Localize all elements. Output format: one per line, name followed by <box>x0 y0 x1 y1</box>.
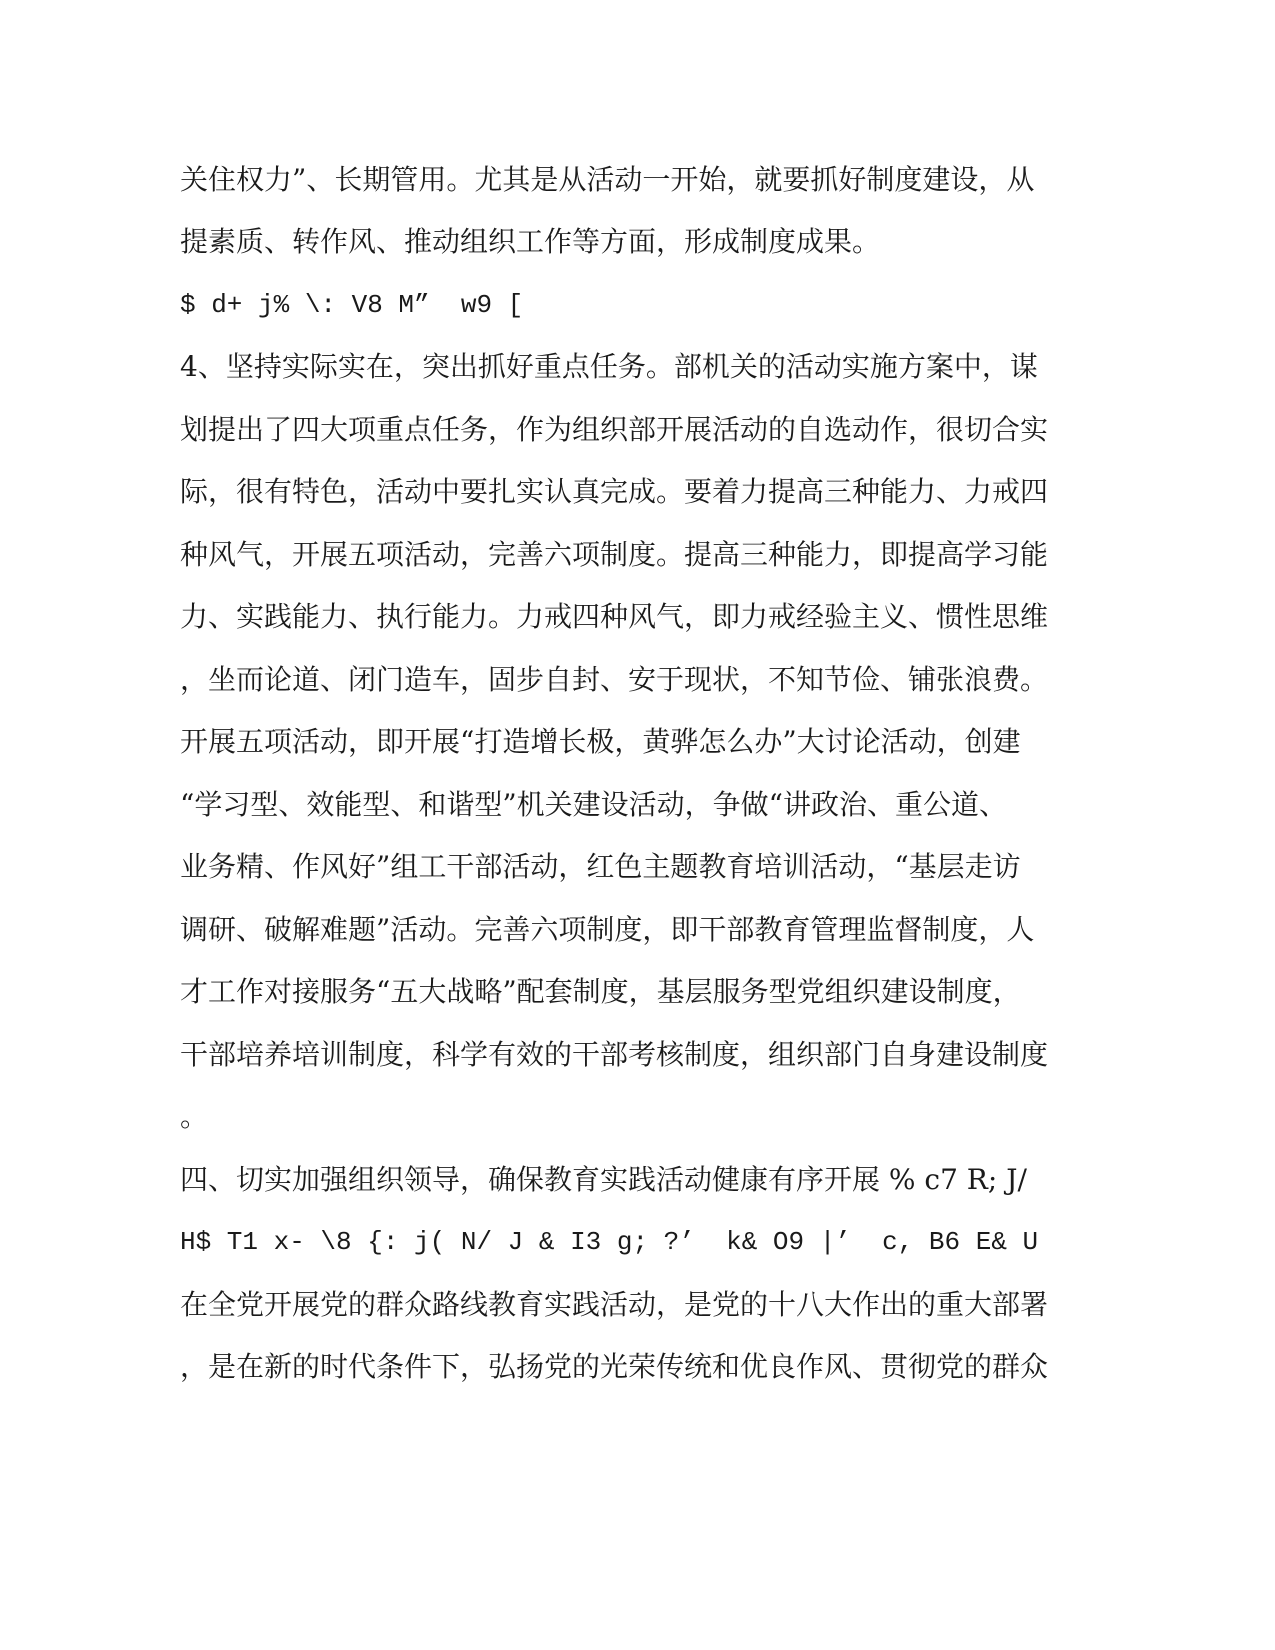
text-line: 力、实践能力、执行能力。力戒四种风气，即力戒经验主义、惯性思维 <box>180 600 1049 633</box>
noise-text-line: H$ T1 x- \8 {: j( N/ J & I3 g; ?’ k& O9 |’ c, B6 E& U <box>180 1227 1039 1257</box>
text-line: 。 <box>180 1100 209 1133</box>
text-line: 划提出了四大项重点任务，作为组织部开展活动的自选动作，很切合实 <box>180 413 1049 446</box>
text-line: 干部培养培训制度，科学有效的干部考核制度，组织部门自身建设制度 <box>180 1038 1049 1071</box>
text-line: “学习型、效能型、和谐型”机关建设活动，争做“讲政治、重公道、 <box>180 788 1007 821</box>
text-line: 调研、破解难题”活动。完善六项制度，即干部教育管理监督制度，人 <box>180 913 1035 946</box>
noise-text-line: $ d+ j% \: V8 M” w9 [ <box>180 290 524 320</box>
text-line: 4、坚持实际实在，突出抓好重点任务。部机关的活动实施方案中，谋 <box>180 350 1038 383</box>
text-line: ，坐而论道、闭门造车，固步自封、安于现状，不知节俭、铺张浪费。 <box>180 663 1049 696</box>
heading-line: 四、切实加强组织领导，确保教育实践活动健康有序开展 % c7 R; J/ <box>180 1163 1027 1196</box>
text-line: ，是在新的时代条件下，弘扬党的光荣传统和优良作风、贯彻党的群众 <box>180 1350 1049 1383</box>
text-line: 开展五项活动，即开展“打造增长极，黄骅怎么办”大讨论活动，创建 <box>180 725 1021 758</box>
text-line: 提素质、转作风、推动组织工作等方面，形成制度成果。 <box>180 225 881 258</box>
text-line: 关住权力”、长期管用。尤其是从活动一开始，就要抓好制度建设，从 <box>180 163 1035 196</box>
text-line: 业务精、作风好”组工干部活动，红色主题教育培训活动，“基层走访 <box>180 850 1021 883</box>
text-line: 才工作对接服务“五大战略”配套制度，基层服务型党组织建设制度， <box>180 975 1021 1008</box>
text-line: 际，很有特色，活动中要扎实认真完成。要着力提高三种能力、力戒四 <box>180 475 1049 508</box>
text-line: 在全党开展党的群众路线教育实践活动，是党的十八大作出的重大部署 <box>180 1288 1049 1321</box>
text-line: 种风气，开展五项活动，完善六项制度。提高三种能力，即提高学习能 <box>180 538 1049 571</box>
